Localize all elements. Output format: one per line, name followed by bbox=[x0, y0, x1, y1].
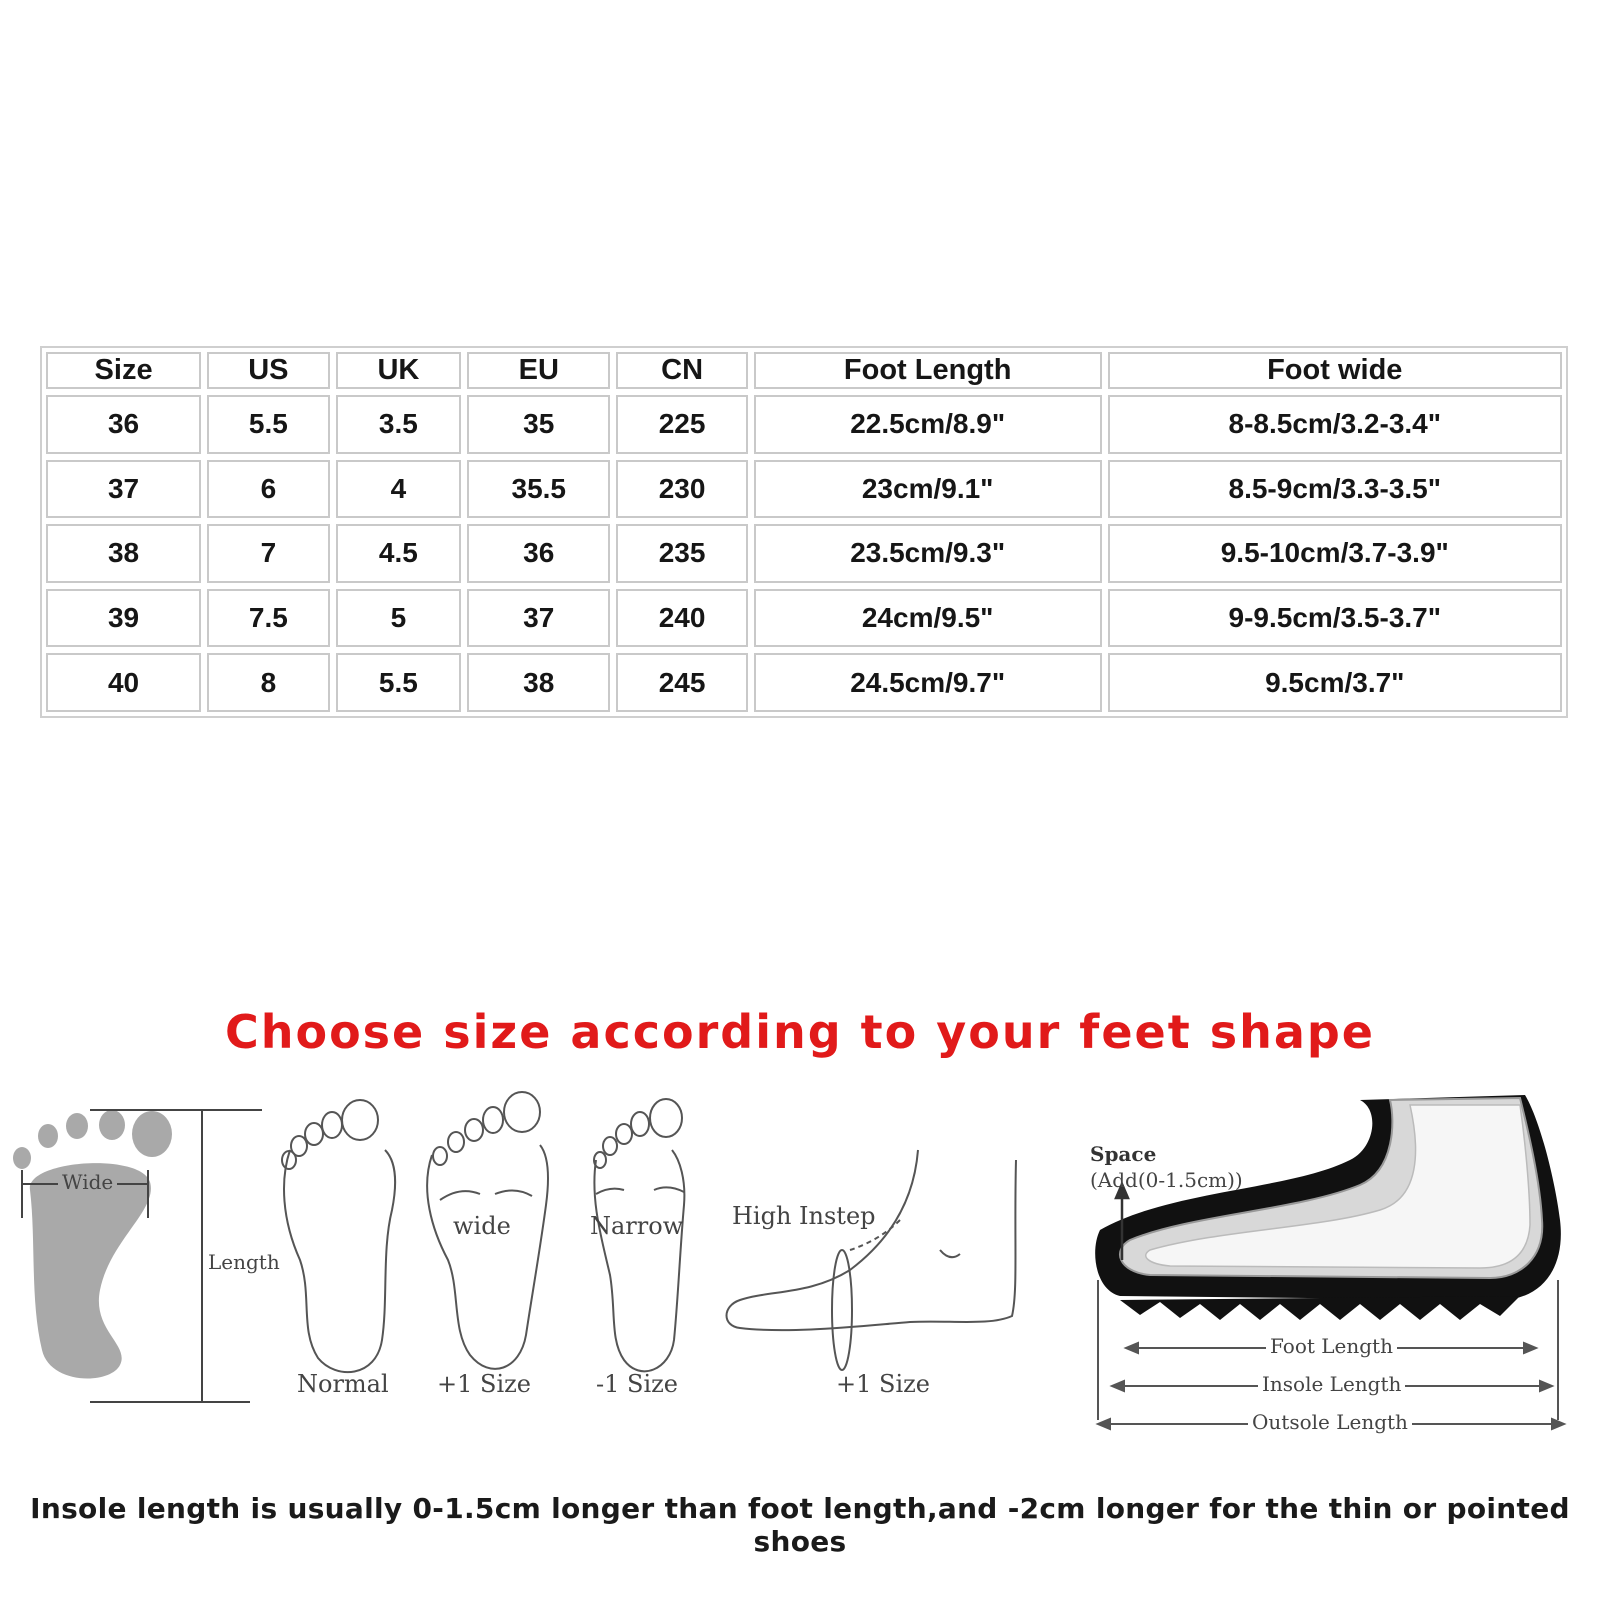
cell-eu: 37 bbox=[467, 589, 610, 648]
narrow-caption: -1 Size bbox=[596, 1370, 678, 1398]
cell-foot-wide: 9.5-10cm/3.7-3.9" bbox=[1108, 524, 1562, 583]
shoe-section-icon bbox=[1095, 1095, 1561, 1320]
cell-eu: 38 bbox=[467, 653, 610, 712]
cell-foot-wide: 9.5cm/3.7" bbox=[1108, 653, 1562, 712]
header-uk: UK bbox=[336, 352, 461, 389]
cell-foot-length: 23cm/9.1" bbox=[754, 460, 1102, 519]
table-header-row bbox=[46, 352, 1562, 389]
high-instep-caption: +1 Size bbox=[836, 1370, 930, 1398]
high-instep-foot-icon bbox=[727, 1150, 1017, 1370]
space-label: Space bbox=[1090, 1142, 1157, 1166]
outsole-length-label: Outsole Length bbox=[1248, 1410, 1412, 1434]
cell-eu: 35.5 bbox=[467, 460, 610, 519]
cell-size: 38 bbox=[46, 524, 201, 583]
insole-note: Insole length is usually 0-1.5cm longer than foot length,and -2cm longer for the thin or pointed shoes bbox=[30, 1492, 1570, 1558]
foot-length-label: Foot Length bbox=[1266, 1334, 1397, 1358]
cell-us: 5.5 bbox=[207, 395, 330, 454]
cell-foot-wide: 8-8.5cm/3.2-3.4" bbox=[1108, 395, 1562, 454]
size-table bbox=[40, 346, 1568, 718]
space-note: (Add(0-1.5cm)) bbox=[1090, 1168, 1243, 1192]
narrow-foot-label: Narrow bbox=[590, 1212, 684, 1240]
cell-foot-wide: 8.5-9cm/3.3-3.5" bbox=[1108, 460, 1562, 519]
normal-caption: Normal bbox=[297, 1370, 389, 1398]
cell-uk: 5 bbox=[336, 589, 461, 648]
cell-us: 8 bbox=[207, 653, 330, 712]
cell-cn: 230 bbox=[616, 460, 747, 519]
cell-uk: 4 bbox=[336, 460, 461, 519]
normal-foot-icon bbox=[282, 1100, 395, 1372]
wide-foot-label: wide bbox=[453, 1212, 511, 1240]
cell-us: 6 bbox=[207, 460, 330, 519]
size-chart-table bbox=[40, 346, 1568, 718]
header-eu: EU bbox=[467, 352, 610, 389]
header-us: US bbox=[207, 352, 330, 389]
cell-cn: 240 bbox=[616, 589, 747, 648]
cell-us: 7 bbox=[207, 524, 330, 583]
table-row bbox=[46, 524, 1562, 583]
header-cn: CN bbox=[616, 352, 747, 389]
table-row bbox=[46, 460, 1562, 519]
table-row bbox=[46, 653, 1562, 712]
table-row bbox=[46, 589, 1562, 648]
cell-eu: 35 bbox=[467, 395, 610, 454]
cell-foot-length: 22.5cm/8.9" bbox=[754, 395, 1102, 454]
footprint-icon bbox=[13, 1110, 172, 1379]
wide-label: Wide bbox=[58, 1170, 117, 1194]
cell-foot-wide: 9-9.5cm/3.5-3.7" bbox=[1108, 589, 1562, 648]
cell-size: 36 bbox=[46, 395, 201, 454]
header-foot-length: Foot Length bbox=[754, 352, 1102, 389]
cell-uk: 4.5 bbox=[336, 524, 461, 583]
header-foot-wide: Foot wide bbox=[1108, 352, 1562, 389]
cell-cn: 235 bbox=[616, 524, 747, 583]
cell-cn: 225 bbox=[616, 395, 747, 454]
cell-eu: 36 bbox=[467, 524, 610, 583]
cell-cn: 245 bbox=[616, 653, 747, 712]
high-instep-label: High Instep bbox=[732, 1202, 876, 1230]
cell-foot-length: 24.5cm/9.7" bbox=[754, 653, 1102, 712]
header-size: Size bbox=[46, 352, 201, 389]
length-label: Length bbox=[208, 1250, 280, 1274]
cell-uk: 5.5 bbox=[336, 653, 461, 712]
cell-foot-length: 23.5cm/9.3" bbox=[754, 524, 1102, 583]
wide-caption: +1 Size bbox=[437, 1370, 531, 1398]
headline: Choose size according to your feet shape bbox=[224, 1005, 1376, 1059]
table-row bbox=[46, 395, 1562, 454]
insole-length-label: Insole Length bbox=[1258, 1372, 1405, 1396]
cell-uk: 3.5 bbox=[336, 395, 461, 454]
feet-shape-diagram bbox=[0, 1090, 1600, 1450]
cell-us: 7.5 bbox=[207, 589, 330, 648]
cell-size: 37 bbox=[46, 460, 201, 519]
cell-foot-length: 24cm/9.5" bbox=[754, 589, 1102, 648]
cell-size: 39 bbox=[46, 589, 201, 648]
cell-size: 40 bbox=[46, 653, 201, 712]
